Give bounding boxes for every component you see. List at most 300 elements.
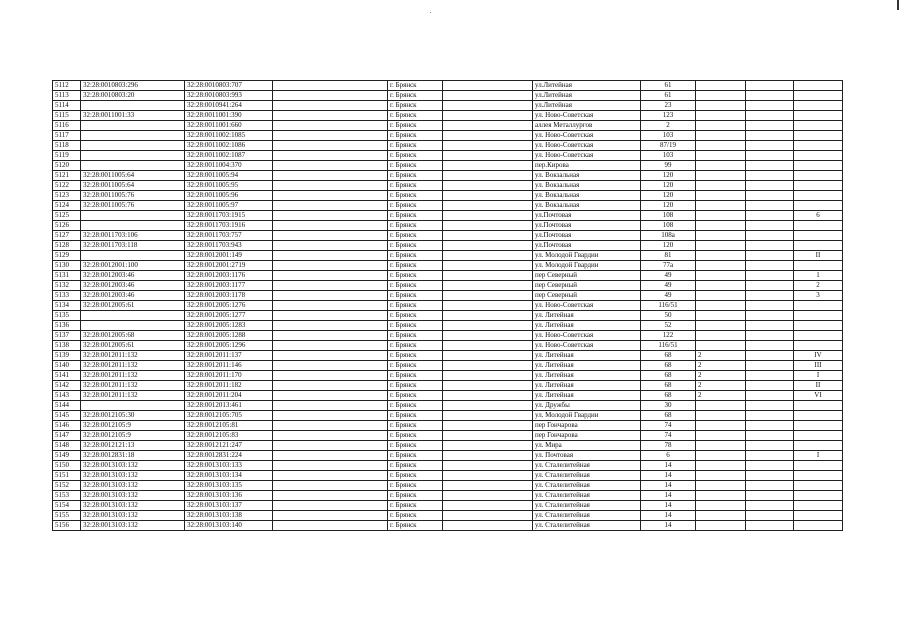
cell-col-9: [696, 131, 746, 141]
table-row: [53, 101, 843, 111]
cell-house-number: 103: [641, 151, 696, 161]
cell-blank-col-6: [443, 221, 533, 231]
cell-street: ул. Молодой Гвардии: [533, 251, 641, 261]
table-row: [53, 411, 843, 421]
cell-blank-col-4: [273, 461, 388, 471]
cell-city: г. Брянск: [388, 151, 443, 161]
cell-object-cadastral-number: 32:28:0013103:138: [185, 511, 273, 521]
cell-blank-col-4: [273, 271, 388, 281]
table-row: [53, 381, 843, 391]
cell-apartment-or-room: III: [794, 361, 843, 371]
cell-col-9: [696, 501, 746, 511]
cell-blank-col-4: [273, 211, 388, 221]
cell-apartment-or-room: [794, 471, 843, 481]
cell-blank-col-6: [443, 291, 533, 301]
table-row: [53, 401, 843, 411]
cell-col-9: [696, 101, 746, 111]
cell-col-10: [746, 511, 794, 521]
cell-city: г. Брянск: [388, 391, 443, 401]
cell-blank-col-4: [273, 521, 388, 531]
cell-col-10: [746, 351, 794, 361]
cell-blank-col-6: [443, 421, 533, 431]
cell-row-number: 5115: [53, 111, 81, 121]
table-row: [53, 131, 843, 141]
cell-blank-col-4: [273, 421, 388, 431]
cell-parcel-cadastral-number: [81, 211, 185, 221]
cell-col-9: [696, 331, 746, 341]
cell-blank-col-4: [273, 391, 388, 401]
cell-row-number: 5112: [53, 81, 81, 91]
cell-apartment-or-room: [794, 221, 843, 231]
cell-object-cadastral-number: 32:28:0011703:1915: [185, 211, 273, 221]
cell-house-number: 49: [641, 291, 696, 301]
cell-col-10: [746, 491, 794, 501]
cell-object-cadastral-number: 32:28:0012011:204: [185, 391, 273, 401]
cell-house-number: 123: [641, 111, 696, 121]
cell-col-9: [696, 491, 746, 501]
cell-blank-col-4: [273, 81, 388, 91]
cell-apartment-or-room: [794, 241, 843, 251]
cell-street: аллея Металлургов: [533, 121, 641, 131]
cell-city: г. Брянск: [388, 171, 443, 181]
cell-blank-col-4: [273, 201, 388, 211]
cell-apartment-or-room: [794, 301, 843, 311]
cell-apartment-or-room: [794, 141, 843, 151]
cell-street: ул. Ново-Советская: [533, 331, 641, 341]
cell-row-number: 5139: [53, 351, 81, 361]
cell-house-number: 68: [641, 381, 696, 391]
cell-col-10: [746, 521, 794, 531]
cell-house-number: 74: [641, 431, 696, 441]
cell-city: г. Брянск: [388, 261, 443, 271]
cell-blank-col-6: [443, 101, 533, 111]
table-row: [53, 231, 843, 241]
cell-row-number: 5120: [53, 161, 81, 171]
cell-object-cadastral-number: 32:28:0011001:660: [185, 121, 273, 131]
table-row: [53, 391, 843, 401]
cell-col-9: 2: [696, 351, 746, 361]
cell-city: г. Брянск: [388, 421, 443, 431]
cell-apartment-or-room: [794, 511, 843, 521]
cell-city: г. Брянск: [388, 271, 443, 281]
cell-city: г. Брянск: [388, 481, 443, 491]
cell-blank-col-6: [443, 411, 533, 421]
cell-house-number: 52: [641, 321, 696, 331]
cell-col-9: [696, 181, 746, 191]
cell-row-number: 5148: [53, 441, 81, 451]
table-row: [53, 181, 843, 191]
table-row: [53, 431, 843, 441]
cell-blank-col-6: [443, 301, 533, 311]
cell-city: г. Брянск: [388, 341, 443, 351]
cell-object-cadastral-number: 32:28:0012105:81: [185, 421, 273, 431]
cell-row-number: 5143: [53, 391, 81, 401]
cell-blank-col-6: [443, 141, 533, 151]
cell-parcel-cadastral-number: 32:28:0012105:9: [81, 421, 185, 431]
cell-blank-col-6: [443, 191, 533, 201]
cell-city: г. Брянск: [388, 501, 443, 511]
cell-city: г. Брянск: [388, 411, 443, 421]
cell-blank-col-4: [273, 261, 388, 271]
cell-house-number: 14: [641, 481, 696, 491]
cell-blank-col-4: [273, 281, 388, 291]
cell-apartment-or-room: [794, 481, 843, 491]
cell-object-cadastral-number: 32:28:0011005:96: [185, 191, 273, 201]
cell-col-10: [746, 441, 794, 451]
cell-house-number: 120: [641, 241, 696, 251]
cell-row-number: 5141: [53, 371, 81, 381]
cell-parcel-cadastral-number: 32:28:0011005:76: [81, 191, 185, 201]
cell-col-10: [746, 371, 794, 381]
cell-object-cadastral-number: 32:28:0011005:94: [185, 171, 273, 181]
table-row: [53, 191, 843, 201]
cell-blank-col-6: [443, 151, 533, 161]
cell-apartment-or-room: [794, 231, 843, 241]
cell-col-9: [696, 291, 746, 301]
cell-city: г. Брянск: [388, 461, 443, 471]
cell-col-9: 2: [696, 381, 746, 391]
table-row: [53, 291, 843, 301]
cell-city: г. Брянск: [388, 491, 443, 501]
cell-blank-col-6: [443, 311, 533, 321]
cell-house-number: 78: [641, 441, 696, 451]
cell-object-cadastral-number: 32:28:0013103:136: [185, 491, 273, 501]
cell-parcel-cadastral-number: 32:28:0012105:30: [81, 411, 185, 421]
cell-blank-col-6: [443, 281, 533, 291]
cell-apartment-or-room: [794, 311, 843, 321]
cell-col-10: [746, 301, 794, 311]
cell-row-number: 5151: [53, 471, 81, 481]
cell-street: пер Гончарова: [533, 421, 641, 431]
cell-apartment-or-room: [794, 171, 843, 181]
cell-parcel-cadastral-number: 32:28:0013103:132: [81, 501, 185, 511]
table-row: [53, 221, 843, 231]
cell-parcel-cadastral-number: 32:28:0010803:296: [81, 81, 185, 91]
cell-parcel-cadastral-number: 32:28:0010803:20: [81, 91, 185, 101]
cell-apartment-or-room: [794, 491, 843, 501]
cell-house-number: 122: [641, 331, 696, 341]
cell-blank-col-6: [443, 451, 533, 461]
table-row: [53, 151, 843, 161]
cell-apartment-or-room: [794, 121, 843, 131]
cell-col-9: [696, 401, 746, 411]
table-row: [53, 511, 843, 521]
table-row: [53, 521, 843, 531]
cell-row-number: 5144: [53, 401, 81, 411]
cell-parcel-cadastral-number: 32:28:0011005:76: [81, 201, 185, 211]
cell-row-number: 5129: [53, 251, 81, 261]
cell-city: г. Брянск: [388, 91, 443, 101]
cell-city: г. Брянск: [388, 141, 443, 151]
cell-house-number: 61: [641, 81, 696, 91]
cell-street: ул. Ново-Советская: [533, 131, 641, 141]
cell-col-10: [746, 141, 794, 151]
cell-parcel-cadastral-number: 32:28:0013103:132: [81, 461, 185, 471]
cell-blank-col-4: [273, 101, 388, 111]
cell-apartment-or-room: 2: [794, 281, 843, 291]
table-row: [53, 161, 843, 171]
cell-city: г. Брянск: [388, 371, 443, 381]
cell-parcel-cadastral-number: [81, 221, 185, 231]
cell-apartment-or-room: [794, 181, 843, 191]
cell-apartment-or-room: [794, 321, 843, 331]
cell-row-number: 5140: [53, 361, 81, 371]
cell-row-number: 5135: [53, 311, 81, 321]
cell-house-number: 23: [641, 101, 696, 111]
cell-col-10: [746, 91, 794, 101]
cell-street: ул. Молодой Гвардии: [533, 261, 641, 271]
cell-blank-col-4: [273, 151, 388, 161]
cell-row-number: 5150: [53, 461, 81, 471]
cell-city: г. Брянск: [388, 281, 443, 291]
cell-parcel-cadastral-number: 32:28:0012003:46: [81, 281, 185, 291]
cell-parcel-cadastral-number: 32:28:0012105:9: [81, 431, 185, 441]
cell-blank-col-6: [443, 111, 533, 121]
cell-blank-col-6: [443, 391, 533, 401]
table-row: [53, 331, 843, 341]
cell-row-number: 5118: [53, 141, 81, 151]
cell-col-10: [746, 501, 794, 511]
cell-blank-col-4: [273, 291, 388, 301]
cell-col-10: [746, 341, 794, 351]
cell-col-10: [746, 481, 794, 491]
cell-house-number: 108а: [641, 231, 696, 241]
table-row: [53, 281, 843, 291]
cell-parcel-cadastral-number: 32:28:0012001:100: [81, 261, 185, 271]
cell-apartment-or-room: 1: [794, 271, 843, 281]
cell-blank-col-6: [443, 321, 533, 331]
cell-blank-col-4: [273, 511, 388, 521]
cell-blank-col-6: [443, 371, 533, 381]
cell-col-9: [696, 161, 746, 171]
table-row: [53, 481, 843, 491]
cell-city: г. Брянск: [388, 351, 443, 361]
cell-row-number: 5123: [53, 191, 81, 201]
cell-parcel-cadastral-number: 32:28:0012011:132: [81, 361, 185, 371]
cell-col-10: [746, 261, 794, 271]
cell-row-number: 5142: [53, 381, 81, 391]
cell-house-number: 116/51: [641, 301, 696, 311]
cell-row-number: 5124: [53, 201, 81, 211]
cell-col-10: [746, 181, 794, 191]
cell-row-number: 5153: [53, 491, 81, 501]
cell-row-number: 5117: [53, 131, 81, 141]
cell-city: г. Брянск: [388, 111, 443, 121]
cell-house-number: 108: [641, 221, 696, 231]
cell-city: г. Брянск: [388, 301, 443, 311]
cell-city: г. Брянск: [388, 221, 443, 231]
table-row: [53, 341, 843, 351]
cell-object-cadastral-number: 32:28:0012011:137: [185, 351, 273, 361]
cell-col-10: [746, 171, 794, 181]
cell-blank-col-4: [273, 241, 388, 251]
cell-parcel-cadastral-number: [81, 251, 185, 261]
cell-street: ул. Сталелитейная: [533, 481, 641, 491]
cell-street: ул. Сталелитейная: [533, 491, 641, 501]
cell-apartment-or-room: [794, 161, 843, 171]
cell-city: г. Брянск: [388, 211, 443, 221]
cell-row-number: 5130: [53, 261, 81, 271]
cell-object-cadastral-number: 32:28:0013103:135: [185, 481, 273, 491]
cell-row-number: 5119: [53, 151, 81, 161]
cell-object-cadastral-number: 32:28:0011005:97: [185, 201, 273, 211]
cell-parcel-cadastral-number: 32:28:0013103:132: [81, 521, 185, 531]
table-row: [53, 201, 843, 211]
cell-blank-col-6: [443, 361, 533, 371]
table-row: [53, 421, 843, 431]
cell-object-cadastral-number: 32:28:0012005:1296: [185, 341, 273, 351]
cell-blank-col-4: [273, 451, 388, 461]
cell-street: ул.Литейная: [533, 101, 641, 111]
cell-col-9: [696, 201, 746, 211]
cell-col-9: [696, 81, 746, 91]
cell-col-10: [746, 231, 794, 241]
cell-object-cadastral-number: 32:28:0012013:461: [185, 401, 273, 411]
cell-object-cadastral-number: 32:28:0012105:705: [185, 411, 273, 421]
cell-blank-col-6: [443, 271, 533, 281]
cell-blank-col-6: [443, 431, 533, 441]
table-row: [53, 311, 843, 321]
cell-parcel-cadastral-number: 32:28:0012005:61: [81, 341, 185, 351]
cell-col-10: [746, 271, 794, 281]
cell-blank-col-4: [273, 221, 388, 231]
cell-apartment-or-room: [794, 461, 843, 471]
cell-object-cadastral-number: 32:28:0013103:140: [185, 521, 273, 531]
cell-blank-col-4: [273, 111, 388, 121]
cell-apartment-or-room: 3: [794, 291, 843, 301]
cell-row-number: 5113: [53, 91, 81, 101]
cell-blank-col-6: [443, 331, 533, 341]
cell-parcel-cadastral-number: 32:28:0012003:46: [81, 291, 185, 301]
cell-city: г. Брянск: [388, 201, 443, 211]
cell-street: ул. Ново-Советская: [533, 151, 641, 161]
cell-col-10: [746, 471, 794, 481]
cell-row-number: 5154: [53, 501, 81, 511]
cell-object-cadastral-number: 32:28:0011703:1916: [185, 221, 273, 231]
cell-col-10: [746, 311, 794, 321]
cell-blank-col-6: [443, 461, 533, 471]
cell-object-cadastral-number: 32:28:0011004:370: [185, 161, 273, 171]
cell-parcel-cadastral-number: 32:28:0012011:132: [81, 351, 185, 361]
cell-city: г. Брянск: [388, 441, 443, 451]
cell-col-9: [696, 321, 746, 331]
cell-street: ул. Вокзальная: [533, 201, 641, 211]
cell-row-number: 5133: [53, 291, 81, 301]
cell-street: ул.Почтовая: [533, 231, 641, 241]
cell-house-number: 14: [641, 461, 696, 471]
cell-col-9: [696, 301, 746, 311]
cell-street: ул. Молодой Гвардии: [533, 411, 641, 421]
cell-house-number: 99: [641, 161, 696, 171]
table-row: [53, 361, 843, 371]
cell-blank-col-4: [273, 341, 388, 351]
cell-col-10: [746, 241, 794, 251]
cell-street: ул. Мира: [533, 441, 641, 451]
cell-city: г. Брянск: [388, 511, 443, 521]
cell-col-10: [746, 151, 794, 161]
cell-col-9: [696, 441, 746, 451]
cell-row-number: 5147: [53, 431, 81, 441]
cell-parcel-cadastral-number: 32:28:0012121:13: [81, 441, 185, 451]
cell-col-9: [696, 511, 746, 521]
table-row: [53, 81, 843, 91]
table-row: [53, 91, 843, 101]
cell-street: ул. Ново-Советская: [533, 341, 641, 351]
cell-street: ул. Ново-Советская: [533, 301, 641, 311]
table-row: [53, 111, 843, 121]
cell-blank-col-6: [443, 501, 533, 511]
cell-apartment-or-room: [794, 131, 843, 141]
table-row: [53, 211, 843, 221]
cell-house-number: 6: [641, 451, 696, 461]
cell-row-number: 5134: [53, 301, 81, 311]
cell-street: ул.Почтовая: [533, 211, 641, 221]
cell-city: г. Брянск: [388, 291, 443, 301]
cell-house-number: 68: [641, 411, 696, 421]
cell-col-10: [746, 391, 794, 401]
cell-blank-col-4: [273, 481, 388, 491]
cell-apartment-or-room: [794, 91, 843, 101]
cell-col-9: [696, 481, 746, 491]
cell-blank-col-4: [273, 351, 388, 361]
registry-table: [52, 80, 843, 531]
cell-object-cadastral-number: 32:28:0011703:943: [185, 241, 273, 251]
cell-parcel-cadastral-number: 32:28:0011703:106: [81, 231, 185, 241]
cell-blank-col-6: [443, 351, 533, 361]
cell-col-9: [696, 341, 746, 351]
cell-object-cadastral-number: 32:28:0012001:2719: [185, 261, 273, 271]
cell-blank-col-4: [273, 371, 388, 381]
cell-col-9: [696, 221, 746, 231]
cell-blank-col-4: [273, 181, 388, 191]
cell-parcel-cadastral-number: 32:28:0012831:18: [81, 451, 185, 461]
cell-object-cadastral-number: 32:28:0012011:182: [185, 381, 273, 391]
cell-row-number: 5125: [53, 211, 81, 221]
cell-apartment-or-room: [794, 421, 843, 431]
cell-parcel-cadastral-number: 32:28:0013103:132: [81, 511, 185, 521]
cell-blank-col-6: [443, 81, 533, 91]
cell-blank-col-6: [443, 341, 533, 351]
cell-col-10: [746, 451, 794, 461]
table-row: [53, 371, 843, 381]
cell-apartment-or-room: [794, 431, 843, 441]
cell-house-number: 116/51: [641, 341, 696, 351]
cell-apartment-or-room: [794, 401, 843, 411]
cell-col-9: [696, 231, 746, 241]
cell-col-9: [696, 271, 746, 281]
cell-street: ул. Литейная: [533, 391, 641, 401]
cell-blank-col-6: [443, 91, 533, 101]
cell-city: г. Брянск: [388, 121, 443, 131]
cell-city: г. Брянск: [388, 191, 443, 201]
cell-apartment-or-room: [794, 521, 843, 531]
cell-street: ул. Литейная: [533, 311, 641, 321]
cell-house-number: 120: [641, 171, 696, 181]
cell-house-number: 14: [641, 521, 696, 531]
cell-object-cadastral-number: 32:28:0011002:1085: [185, 131, 273, 141]
cell-street: ул. Дружбы: [533, 401, 641, 411]
cell-parcel-cadastral-number: [81, 121, 185, 131]
table-row: [53, 351, 843, 361]
cell-object-cadastral-number: 32:28:0011002:1086: [185, 141, 273, 151]
cell-street: пер.Кирова: [533, 161, 641, 171]
cell-parcel-cadastral-number: 32:28:0011005:64: [81, 171, 185, 181]
cell-col-10: [746, 161, 794, 171]
cell-house-number: 49: [641, 281, 696, 291]
cell-blank-col-6: [443, 211, 533, 221]
cell-col-9: 2: [696, 391, 746, 401]
cell-col-9: [696, 141, 746, 151]
